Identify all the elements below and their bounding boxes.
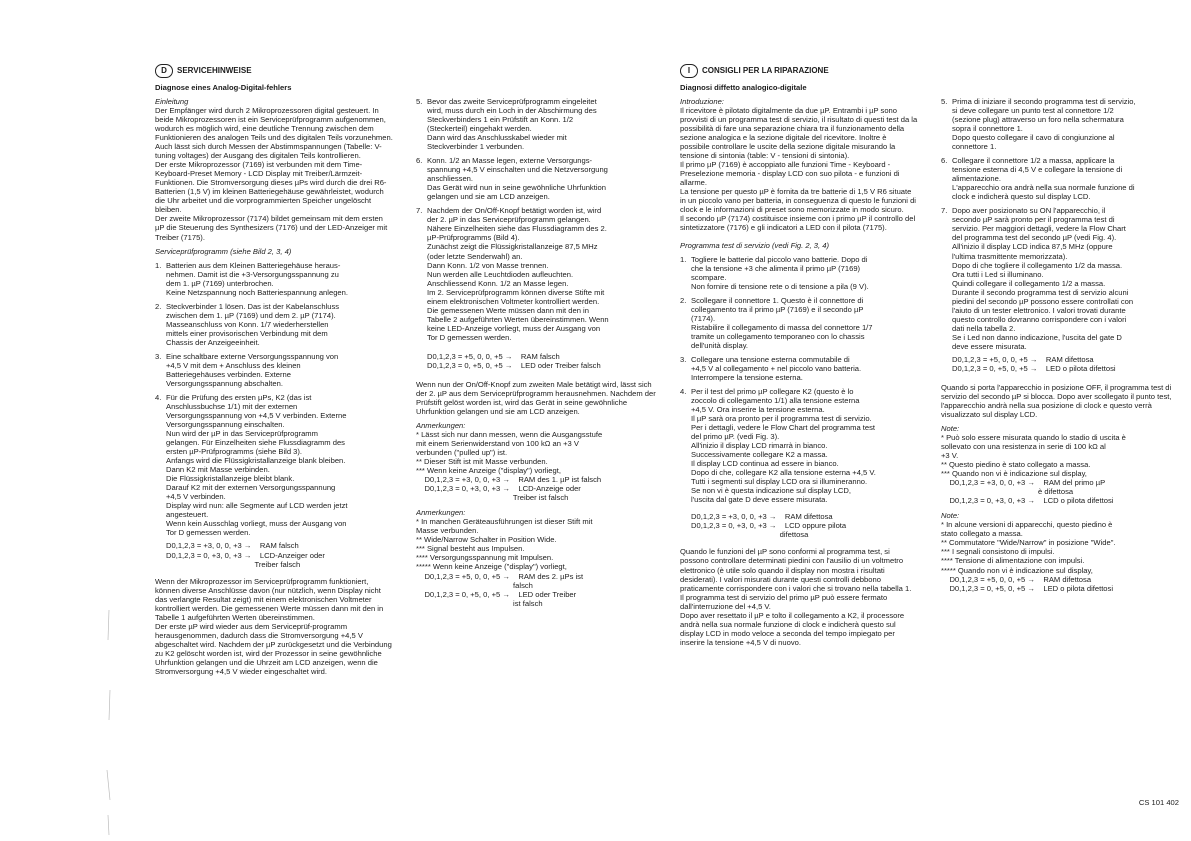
left-section-title: SERVICEHINWEISE (177, 66, 252, 76)
left-intro-heading: Einleitung (155, 97, 189, 107)
right-section-header (680, 64, 918, 78)
list-item (680, 387, 918, 504)
left-column-2 (416, 97, 656, 613)
left-notes1-heading: Anmerkungen: (416, 421, 466, 430)
left-notes2: * In manchen Geräteausführungen ist dieser Stift mit Masse verbunden. ** Wide/Narrow Schalter in Position Wide. *** Signal besteht aus Impulsen. **** Versorgungsspannung mit Impulsen. ***** Wenn keine Anzeige ("display") vorliegt, (416, 517, 593, 572)
right-code-c: D0,1,2,3 = +3, 0, 0, +3 → RAM del primo µP è difettosa D0,1,2,3 = 0, +3, 0, +3 → LCD o pilota difettosi (949, 478, 1114, 506)
right-after-paragraph: Quando le funzioni del µP sono conformi al programma test, si possono controllare determinati piedini con l'ausilio di un voltmetro elettronico (è utile solo quando il display non mostra i risultati desiderati). I valori misurati durante questi controlli debbono praticamente corrispondere con i valori che si trovano nella tabella 1. Il programma test di servizio del primo µP può essere fermato dall'interruzione del +4,5 V. Dopo aver resettato il µP e tolto il collegamento a K2, il processore andrà nella sua normale funzione di clock e indicherà questo sul display LCD in modo veloce a seconda del tempo impiegato per inserire la tensione +4,5 V di nuovo. (680, 547, 912, 647)
right-section-title: CONSIGLI PER LA RIPARAZIONE (702, 66, 829, 76)
item-number: 6. (416, 156, 423, 166)
list-item (680, 296, 918, 350)
list-item (941, 206, 1181, 351)
right-intro-p1: Il ricevitore è pilotato digitalmente da due µP. Entrambi i µP sono provvisti di un programma test di servizio, il risultato di questi test da la possibilità di fare una separazione chiara tra il funzionamento della sezione analogica e la sezione digitale del ricevitore. Inoltre è possibile controllare le uscite della sezione digitale misurando la tensione di sintonia (table: V - tensioni di sintonia). (680, 106, 918, 161)
right-intro-p2: Il primo µP (7169) è accoppiato alle funzioni Time - Keyboard - Preselezione memoria - display LCD con suo pilota - e funzioni di allarme. La tensione per questo µP è fornita da tre batterie di 1,5 V R6 situate in un piccolo vano per batteria, in conseguenza di questo le funzioni di clock e le informazioni di preset sono memorizzate in modo sicuro. Il secondo µP (7174) costituisce insieme con i primo µP il controllo del sintetizzatore (7176) e gli indicatori a LED con il pilota (7175). (680, 160, 916, 233)
item-number: 7. (941, 206, 948, 216)
right-notes2-heading: Note: (941, 511, 960, 521)
right-notes2: * In alcune versioni di apparecchi, questo piedino è stato collegato a massa. ** Commutatore "Wide/Narrow" in posizione "Wide". *** I segnali consistono di impulsi. **** Tensione di alimentazione con impulsi. ***** Quando non vi è indicazione sul display, (941, 520, 1116, 575)
item-text: Per il test del primo µP collegare K2 (questo è lo zoccolo di collegamento 1/1) alla tensione esterna +4,5 V. Ora inserire la tensione esterna. Il µP sarà ora pronto per il programma test di servizio. Per i dettagli, vedere le Flow Chart del programma test del primo µP. (vedi Fig. 3). All'inizio il display LCD rimarrà in bianco. Successivamente collegare K2 a massa. Il display LCD continua ad essere in bianco. Dopo di che, collegare K2 alla tensione esterna +4,5 V. Tutti i segmenti sul display LCD ora si illumineranno. Se non vi è questa indicazione sul display LCD, l'uscita dal gate D deve essere misurata. (691, 386, 876, 505)
list-item (155, 302, 393, 347)
item-number: 4. (680, 386, 687, 396)
page-reference: CS 101 402 (1138, 798, 1179, 807)
item-number: 5. (416, 97, 423, 106)
left-steps-a (155, 261, 393, 538)
left-after-paragraph: Wenn der Mikroprozessor im Serviceprüfprogramm funktioniert, können diverse Anschlüsse davon (nur nützlich, wenn Display nicht das verlangte Resultat zeigt) mit einem elektronischen Voltmeter kontrolliert werden. Die gemessenen Werte müssen dann mit den in Tabelle 1 aufgeführten Werten übereinstimmen. Der erste µP wird wieder aus dem Serviceprüf-programm herausgenommen, dadurch dass die Stromversorgung +4,5 V abgeschaltet wird. Nachdem der µP zurückgesetzt und die Verbindung zu K2 gelöscht worden ist, wird der Prozessor in seine gewöhnliche Uhrfunktion gelangen und die Uhrzeit am LCD anzeigen, wenn die Stromversorgung +4,5 V wieder eingeschaltet wird. (155, 576, 392, 676)
list-item (155, 261, 393, 297)
list-item (416, 97, 656, 151)
left-code-d: D0,1,2,3 = +5, 0, 0, +5 → RAM des 2. µPs ist falsch D0,1,2,3 = 0, +5, 0, +5 → LED oder Treiber ist falsch (424, 571, 584, 608)
left-notes2-heading: Anmerkungen: (416, 508, 466, 518)
right-column-1 (680, 64, 918, 647)
left-intro-p2: Der erste Mikroprozessor (7169) ist verbunden mit dem Time-Keyboard-Preset Memory - LCD Display mit Treiber/Lärmzeit-Funktionen. Die Stromversorgung dieses µPs wird durch die drei R6-Batterien (1,5 V) im kleinen Batteriegehäuse gewährleistet, wodurch die Uhr arbeitet und die vorprogrammierten Speicher ungelöscht bleiben. (155, 160, 387, 215)
item-number: 3. (680, 354, 687, 364)
right-code-a: D0,1,2,3 = +3, 0, 0, +3 → RAM difettosa D0,1,2,3 = 0, +3, 0, +3 → LCD oppure pilota difettosa (691, 512, 847, 540)
scan-artifact (100, 600, 118, 840)
left-section-letter: D (155, 64, 173, 78)
right-notes1: * Può solo essere misurata quando lo stadio di uscita è sollevato con una resistenza in serie di 100 kΩ al +3 V. ** Questo piedino è stato collegato a massa. *** Quando non vi è indicazione sul display, (941, 433, 1126, 479)
right-mid-paragraph: Quando si porta l'apparecchio in posizione OFF, il programma test di servizio del secondo µP si blocca. Dopo aver scollegato il punto test, l'apparecchio andrà nella sua posizione di clock e questo verrà visualizzato sul display LCD. (941, 382, 1172, 419)
item-number: 7. (416, 206, 423, 216)
item-text: Konn. 1/2 an Masse legen, externe Versorgungs- spannung +4,5 V einschalten und die Netzversorgung anschliessen. Das Gerät wird nun in seine gewöhnliche Uhrfunktion gelangen und sie am LCD anzeigen. (427, 156, 608, 202)
item-text: Nachdem der On/Off-Knopf betätigt worden ist, wird der 2. µP in das Serviceprüfprogramm gelangen. Nähere Einzelheiten siehe das Flussdiagramm des 2. µP-Prüfprogramms (Bild 4). Zunächst zeigt die Flüssigkristallanzeige 87,5 MHz (oder letzte Senderwahl) an. Dann Konn. 1/2 von Masse trennen. Nun werden alle Leuchtdioden aufleuchten. Anschliessend Konn. 1/2 an Masse legen. Im 2. Serviceprüfprogramm können diverse Stifte mit einem elektronischen Voltmeter kontrolliert werden. Die gemessenen Werte müssen dann mit den in Tabelle 2 aufgeführten Werten übereinstimmen. Wenn keine LED-Anzeige vorliegt, muss der Ausgang von Tor D gemessen werden. (427, 206, 609, 342)
item-text: Steckverbinder 1 lösen. Das ist der Kabelanschluss zwischen dem 1. µP (7169) und dem 2. µP (7174). Masseanschluss von Konn. 1/7 wiederherstellen mittels einer provisorischen Verbindung mit dem Chassis der Anzeigeeinheit. (166, 301, 340, 347)
item-text: Dopo aver posizionato su ON l'apparecchio, il secondo µP sarà pronto per il programma test di servizio. Per maggiori dettagli, vedere la Flow Chart del programma test del secondo µP (vedi Fig. 4). All'inizio il display LCD indica 87,5 MHz (oppure l'ultima trasmittente memorizzata). Dopo di che togliere il collegamento 1/2 da massa. Ora tutti i Led si illuminano. Quindi collegare il collegamento 1/2 a massa. Durante il secondo programma test di servizio alcuni piedini del secondo µP possono essere controllati con l'aiuto di un tester elettronico. I valori trovati durante questo controllo dovranno corrispondere con i valori dati nella tabella 2. Se i Led non danno indicazione, l'uscita del gate D deve essere misurata. (952, 206, 1134, 351)
item-number: 1. (155, 260, 162, 270)
item-number: 1. (680, 254, 687, 264)
list-item (155, 352, 393, 388)
item-number: 4. (155, 392, 162, 402)
list-item (155, 393, 393, 538)
item-text: Eine schaltbare externe Versorgungsspannung von +4,5 V mit dem + Anschluss des kleinen Batteriegehäuses verbinden. Externe Versorgungsspannung abschalten. (166, 351, 339, 388)
list-item (416, 206, 656, 341)
right-intro-heading: Introduzione: (680, 97, 724, 107)
left-prog-heading: Serviceprüfprogramm (siehe Bild 2, 3, 4) (155, 246, 292, 256)
left-intro-p3: Der zweite Mikroprozessor (7174) bildet gemeinsam mit dem ersten µP die Steuerung des Synthesizers (7176) und der LED-Anzeiger mit Treiber (7175). (155, 214, 388, 242)
left-code-c: D0,1,2,3 = +3, 0, 0, +3 → RAM des 1. µP ist falsch D0,1,2,3 = 0, +3, 0, +3 → LCD-Anzeige oder Treiber ist falsch (424, 475, 602, 503)
left-code-a: D0,1,2,3 = +3, 0, 0, +3 → RAM falsch D0,1,2,3 = 0, +3, 0, +3 → LCD-Anzeiger oder Treiber falsch (166, 541, 325, 569)
right-prog-heading: Programma test di servizio (vedi Fig. 2, 3, 4) (680, 240, 829, 250)
item-text: Collegare una tensione esterna commutabile di +4,5 V al collegamento + nel piccolo vano batteria. Interrompere la tensione esterna. (691, 354, 862, 382)
item-number: 3. (155, 351, 162, 361)
right-code-b: D0,1,2,3 = +5, 0, 0, +5 → RAM difettosa D0,1,2,3 = 0, +5, 0, +5 → LED o pilota difettosi (952, 354, 1116, 373)
right-column-2 (941, 97, 1181, 598)
item-number: 5. (941, 97, 948, 106)
list-item (941, 156, 1181, 201)
item-number: 2. (155, 301, 162, 311)
item-text: Für die Prüfung des ersten µPs, K2 (das ist Anschlussbuchse 1/1) mit der externen Versorgungsspannung von +4,5 V verbinden. Externe Versorgungsspannung einschalten. Nun wird der µP in das Serviceprüfprogramm gelangen. Für Einzelheiten siehe Flussdiagramm des ersten µP-Prüfprogramms (siehe Bild 3). Anfangs wird die Flüssigkristallanzeige blank bleiben. Dann K2 mit Masse verbinden. Die Flüssigkristallanzeige bleibt blank. Darauf K2 mit der externen Versorgungsspannung +4,5 V verbinden. Display wird nun: alle Segmente auf LCD werden jetzt angesteuert. Wenn kein Ausschlag vorliegt, muss der Ausgang von Tor D gemessen werden. (166, 392, 348, 538)
right-notes1-heading: Note: (941, 424, 960, 434)
item-number: 2. (680, 295, 687, 305)
item-text: Bevor das zweite Serviceprüfprogramm eingeleitet wird, muss durch ein Loch in der Abschirmung des Steckverbinders 1 ein Prüfstift an Konn. 1/2 (Steckerteil) eingehakt werden. Dann wird das Anschlusskabel wieder mit Steckverbinder 1 verbunden. (427, 97, 597, 152)
list-item (680, 355, 918, 382)
item-number: 6. (941, 156, 948, 166)
right-section-letter: I (680, 64, 698, 78)
left-mid-paragraph: Wenn nun der On/Off-Knopf zum zweiten Male betätigt wird, lässt sich der 2. µP aus dem Serviceprüfprogramm herausnehmen. Nachdem der Prüfstift gelöst worden ist, wird das Gerät in seine gewöhnliche Uhrfunktion gelangen und sie am LCD anzeigen. (416, 379, 656, 416)
item-text: Togliere le batterie dal piccolo vano batterie. Dopo di che la tensione +3 che alimenta il primo µP (7169) scompare. Non fornire di tensione rete o di tensione a pila (9 V). (691, 254, 869, 291)
left-section-header (155, 64, 393, 78)
left-intro-p1: Der Empfänger wird durch 2 Mikroprozessoren digital gesteuert. In beide Mikroprozessoren ist ein Serviceprüfprogramm aufgenommen, wodurch es möglich wird, eine deutliche Trennung zwischen dem Funktionieren des analogen Teils und des digitalen Teils vorzunehmen. Auch lässt sich durch Messen der Abstimmspannungen (Tabelle: V-tuning voltages) der Ausgang des digitalen Teils kontrollieren. (155, 106, 393, 161)
left-code-b: D0,1,2,3 = +5, 0, 0, +5 → RAM falsch D0,1,2,3 = 0, +5, 0, +5 → LED oder Treiber falsch (427, 351, 601, 370)
item-text: Prima di iniziare il secondo programma test di servizio, si deve collegare un punto test al connettore 1/2 (sezione plug) attraverso un foro nella schermatura sopra il connettore 1. Dopo questo collegare il cavo di congiunzione al connettore 1. (952, 97, 1136, 152)
list-item (416, 156, 656, 201)
right-code-d: D0,1,2,3 = +5, 0, 0, +5 → RAM difettosa D0,1,2,3 = 0, +5, 0, +5 → LED o pilota difettosi (949, 574, 1114, 593)
list-item (941, 97, 1181, 151)
left-column-1 (155, 64, 393, 676)
item-text: Batterien aus dem Kleinen Batteriegehäuse heraus- nehmen. Damit ist die +3-Versorgungsspannung zu dem 1. µP (7169) unterbrochen. Keine Netzspannung noch Batteriespannung anlegen. (166, 260, 348, 297)
list-item (680, 255, 918, 291)
right-subtitle: Diagnosi diffetto analogico-digitale (680, 83, 807, 92)
left-subtitle: Diagnose eines Analog-Digital-fehlers (155, 83, 292, 92)
item-text: Scollegare il connettore 1. Questo è il connettore di collegamento tra il primo µP (7169) e il secondo µP (7174). Ristabilire il collegamento di massa del connettore 1/7 tramite un collegamento temporaneo con lo chassis dell'unità display. (691, 295, 873, 350)
left-notes1: * Lässt sich nur dann messen, wenn die Ausgangsstufe mit einem Serienwiderstand von 100 kΩ an +3 V verbunden ("pulled up") ist. ** Dieser Stift ist mit Masse verbunden. *** Wenn keine Anzeige ("display") vorliegt, (416, 430, 603, 476)
item-text: Collegare il connettore 1/2 a massa, applicare la tensione esterna di 4,5 V e collegare la tensione di alimentazione. L'apparecchio ora andrà nella sua normale funzione di clock e indicherà questo sul display LCD. (952, 156, 1135, 202)
